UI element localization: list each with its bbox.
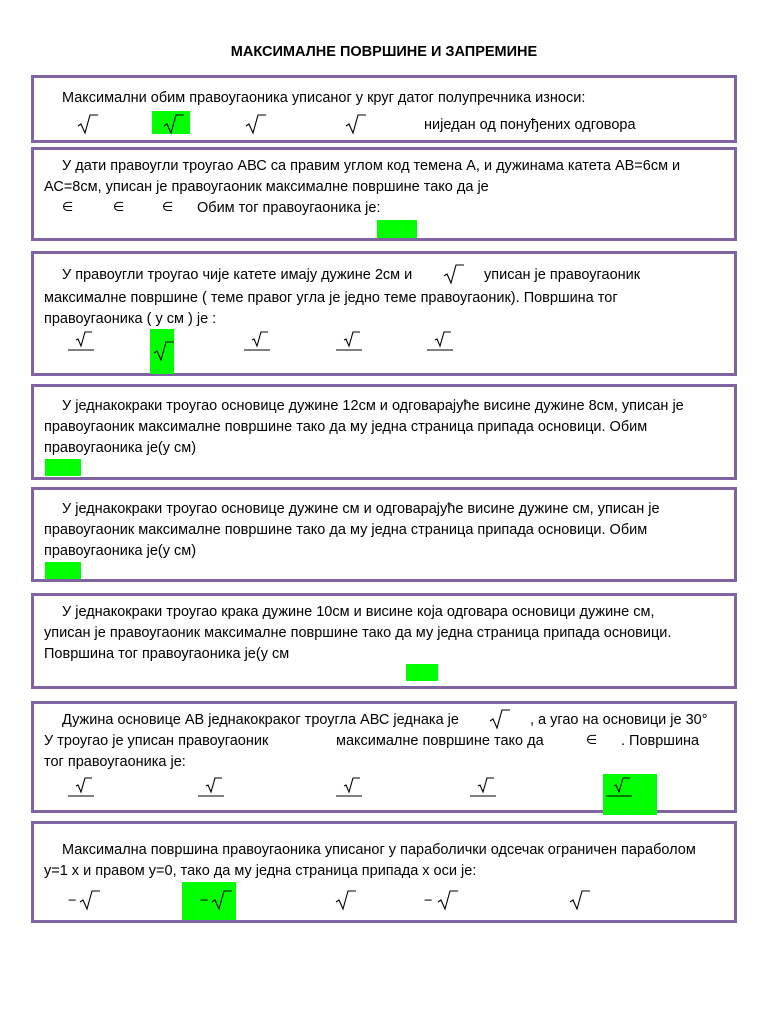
q6-text-line2: уписан је правоугаоник максималне површине тако да му једна страница припада основици.: [44, 625, 672, 641]
q3-text-line1a: У правоугли троугао чије катете имају дужине 2см и: [62, 267, 413, 283]
q5-text-line3: правоугаоника је(у см): [44, 543, 197, 559]
sqrt-icon: [442, 263, 464, 285]
sqrt-icon[interactable]: [244, 113, 266, 135]
minus-sign: −: [200, 893, 209, 909]
element-of-symbol: ∈: [162, 200, 174, 215]
answer-highlight: [377, 220, 417, 238]
answer-highlight: [406, 664, 438, 681]
question-6-box: [31, 593, 737, 689]
answer-highlight: [45, 459, 81, 476]
element-of-symbol: ∈: [113, 200, 125, 215]
q8-text-line2: y=1 x и правом y=0, тако да му једна страница припада x оси је:: [44, 863, 477, 879]
sqrt-icon[interactable]: [210, 889, 232, 911]
q4-text-line3: правоугаоника је(у см): [44, 440, 197, 456]
element-of-symbol: ∈: [586, 733, 598, 748]
fraction-sqrt-icon[interactable]: [427, 331, 453, 353]
q7-text-line2a: У троугао је уписан правоугаоник: [44, 733, 269, 749]
q3-text-line1b: уписан је правоугаоник: [484, 267, 641, 283]
fraction-sqrt-icon[interactable]: [68, 331, 94, 353]
question-4-box: [31, 384, 737, 480]
question-1-box: [31, 75, 737, 143]
q3-text-line2: максималне површине ( теме правог угла је једно теме правоугаоник). Површина тог: [44, 290, 618, 306]
minus-sign: −: [68, 893, 77, 909]
sqrt-icon[interactable]: [344, 113, 366, 135]
q6-text-line3: Површина тог правоугаоника је(у см: [44, 646, 290, 662]
sqrt-icon: [488, 708, 510, 730]
question-5-box: [31, 487, 737, 582]
sqrt-icon[interactable]: [152, 340, 174, 362]
q1-text: Максимални обим правоугаоника уписаног у круг датог полупречника износи:: [62, 90, 586, 106]
sqrt-icon[interactable]: [334, 889, 356, 911]
q5-text-line1: У једнакокраки троугао основице дужине см и одговарајуће висине дужине см, уписан је: [62, 501, 660, 517]
q2-text-line1: У дати правоугли троугао АВС са правим углом код темена А, и дужинама катета АВ=6см и: [62, 158, 681, 174]
sqrt-icon[interactable]: [162, 113, 184, 135]
q8-text-line1: Максимална површина правоугаоника уписаног у параболички одсечак ограничен параболом: [62, 842, 696, 858]
q7-text-line1a: Дужина основице АВ једнакокраког троугла АВС једнака је: [62, 712, 459, 728]
q2-text-line2: АС=8см, уписан је правоугаоник максималне површине тако да је: [44, 179, 489, 195]
fraction-sqrt-icon[interactable]: [68, 777, 94, 799]
q6-text-line1: У једнакокраки троугао крака дужине 10см и висине која одговара основици дужине см,: [62, 604, 655, 620]
question-7-box: [31, 701, 737, 813]
fraction-sqrt-icon[interactable]: [606, 777, 632, 799]
sqrt-icon[interactable]: [436, 889, 458, 911]
q5-text-line2: правоугаоник максималне површине тако да му једна страница припада основици. Обим: [44, 522, 648, 538]
question-8-box: [31, 821, 737, 923]
q7-text-line1b: , а угао на основици је 30°: [530, 712, 708, 728]
q7-text-line3: тог правоугаоника је:: [44, 754, 186, 770]
sqrt-icon[interactable]: [78, 889, 100, 911]
page-title: МАКСИМАЛНЕ ПОВРШИНЕ И ЗАПРЕМИНЕ: [230, 44, 538, 60]
q7-text-line2b: максималне површине тако да: [336, 733, 544, 749]
sqrt-icon[interactable]: [76, 113, 98, 135]
fraction-sqrt-icon[interactable]: [470, 777, 496, 799]
question-3-box: [31, 251, 737, 376]
q2-text-line3: Обим тог правоугаоника је:: [197, 200, 381, 216]
q7-text-line2c: . Површина: [621, 733, 700, 749]
q3-text-line3: правоугаоника ( у см ) је :: [44, 311, 217, 327]
fraction-sqrt-icon[interactable]: [198, 777, 224, 799]
q4-text-line2: правоугаоник максималне површине тако да му једна страница припада основици. Обим: [44, 419, 648, 435]
fraction-sqrt-icon[interactable]: [336, 331, 362, 353]
question-2-box: [31, 147, 737, 241]
fraction-sqrt-icon[interactable]: [336, 777, 362, 799]
fraction-sqrt-icon[interactable]: [244, 331, 270, 353]
element-of-symbol: ∈: [62, 200, 74, 215]
sqrt-icon[interactable]: [568, 889, 590, 911]
q4-text-line1: У једнакокраки троугао основице дужине 12см и одговарајуће висине дужине 8см, уписан је: [62, 398, 684, 414]
minus-sign: −: [424, 893, 433, 909]
answer-highlight: [45, 562, 81, 579]
q1-option-none[interactable]: ниједан од понуђених одговора: [424, 117, 636, 133]
